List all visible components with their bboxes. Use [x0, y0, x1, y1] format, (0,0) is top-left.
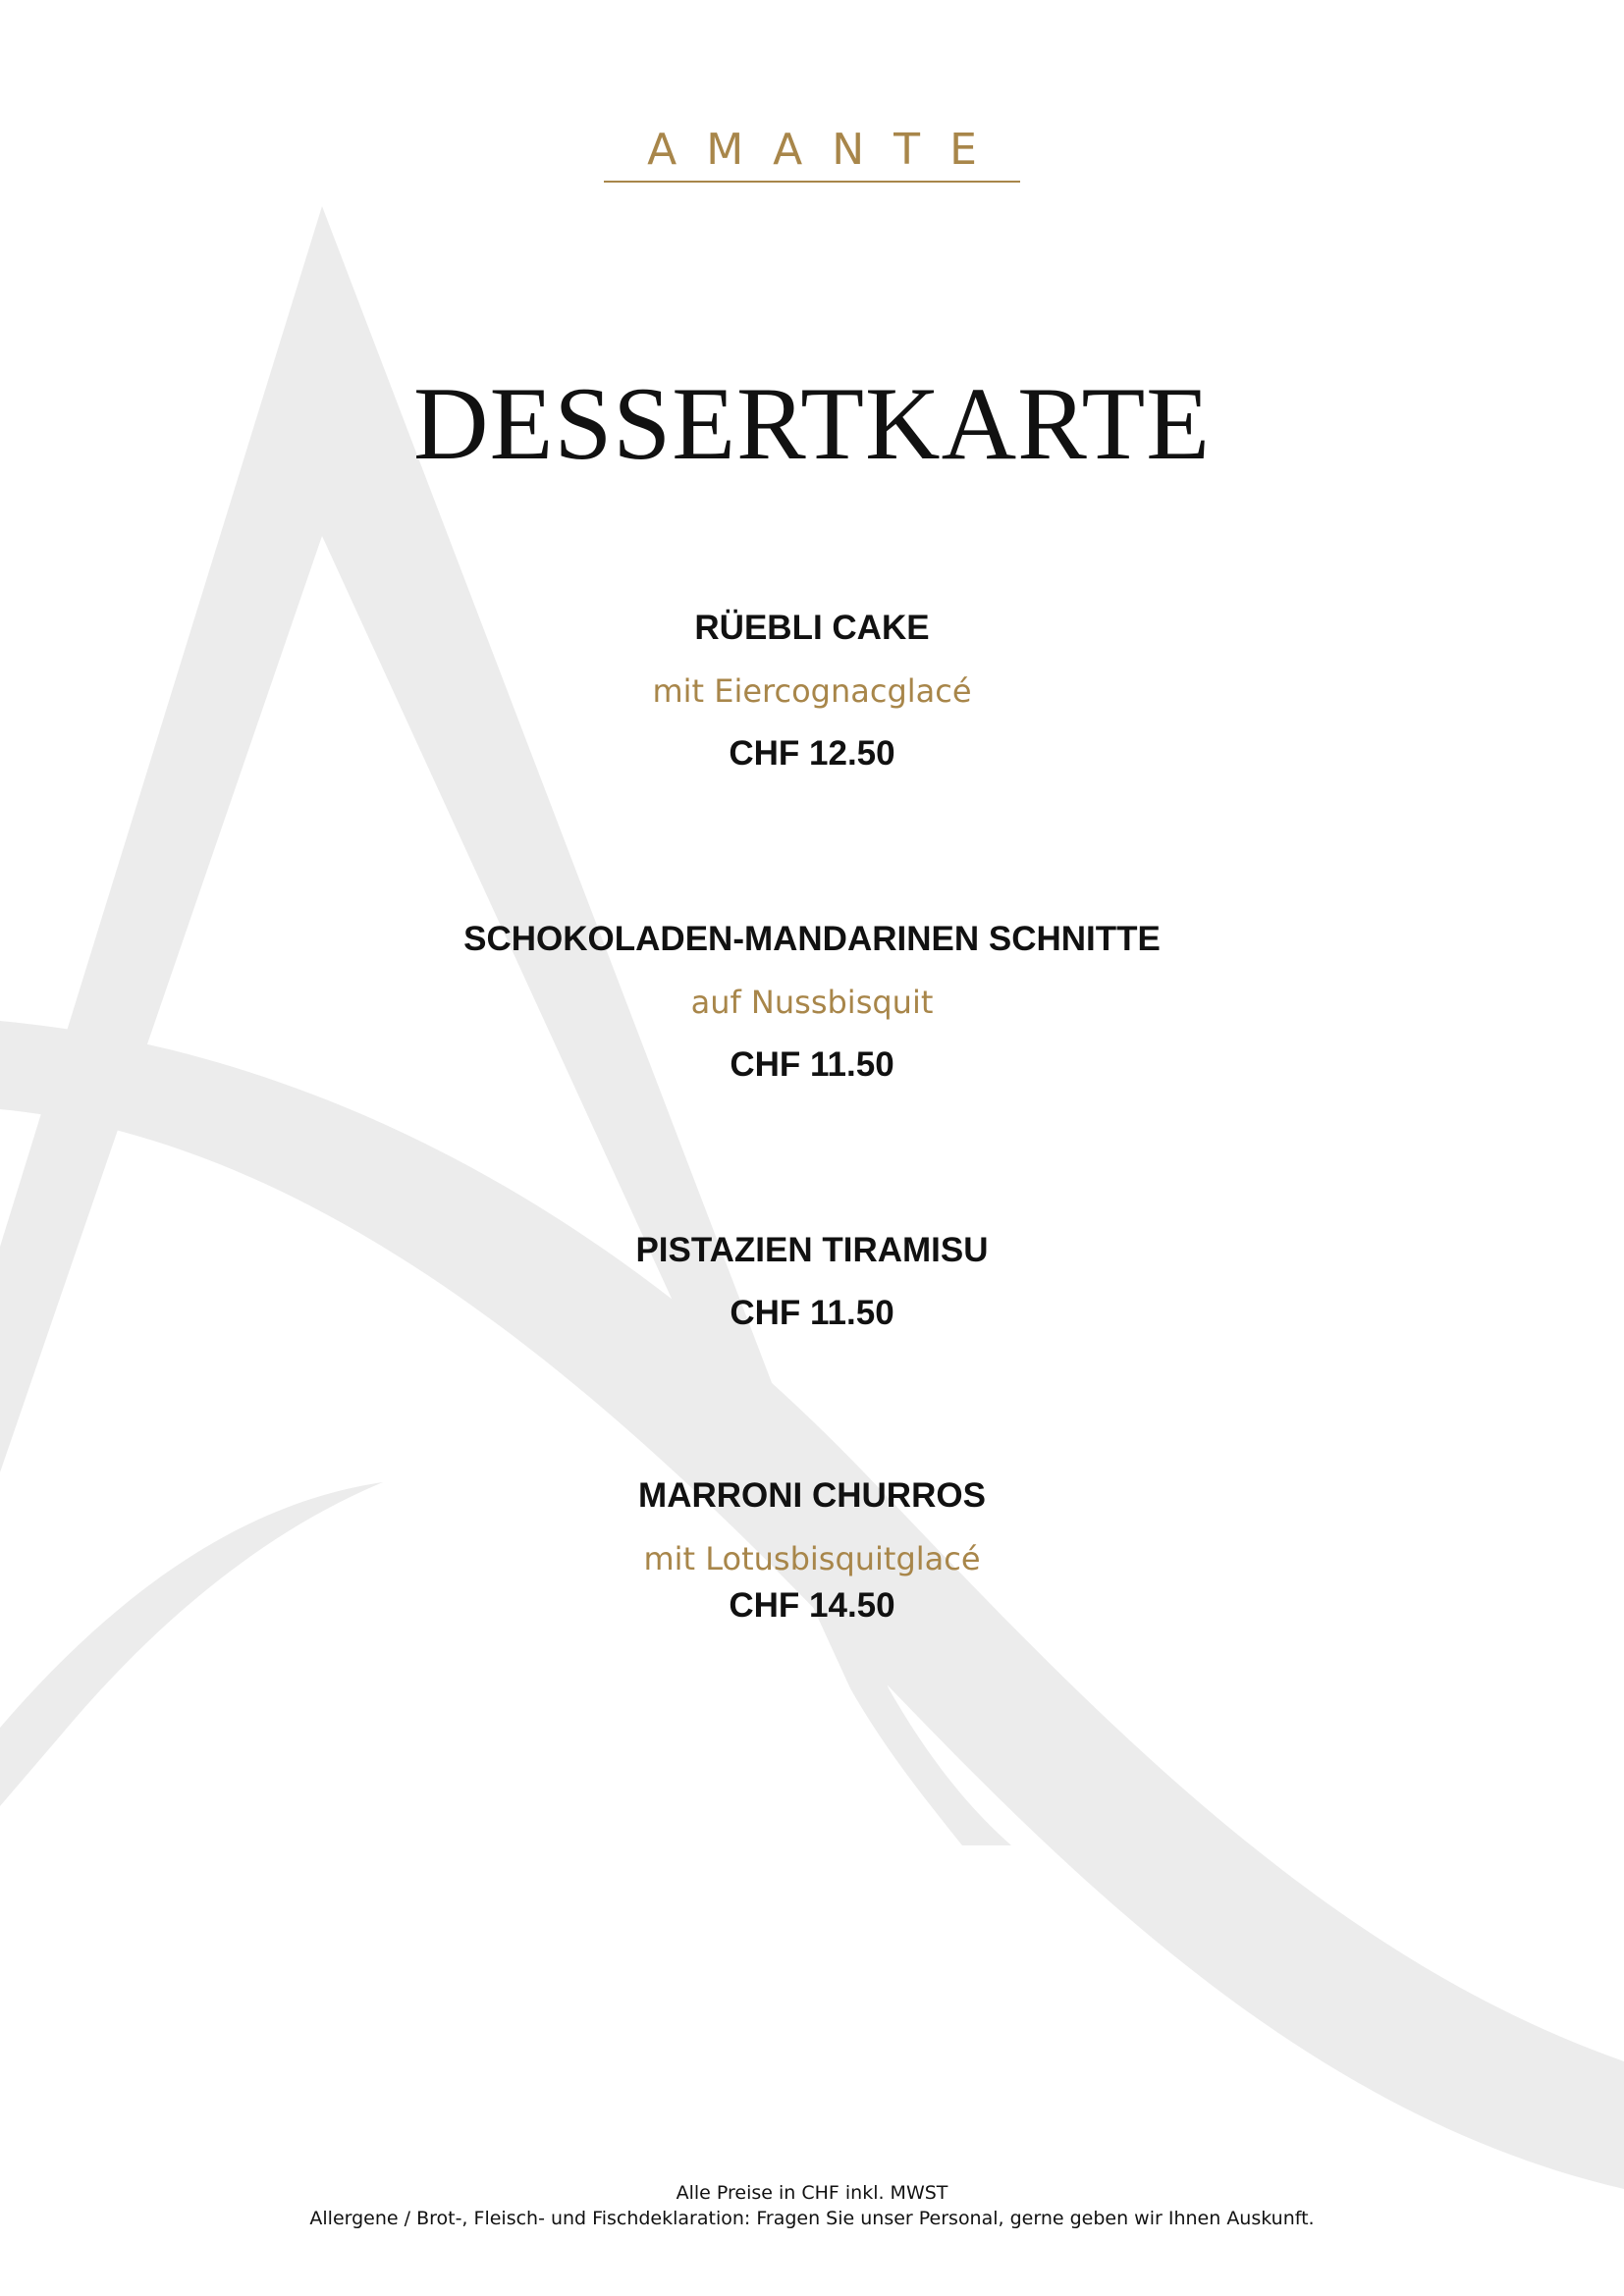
- menu-item-price: CHF 12.50: [729, 734, 895, 773]
- menu-item: [0, 1474, 1624, 1628]
- footer-allergen-note: Allergene / Brot-, Fleisch- und Fischdeklaration: Fragen Sie unser Personal, gerne geben wir Ihnen Auskunft.: [309, 2208, 1315, 2229]
- brand-logo-text: AMANTE: [647, 125, 1006, 175]
- menu-item-description: mit Lotusbisquitglacé: [643, 1540, 981, 1577]
- menu-item-name: RÜEBLI CAKE: [694, 609, 930, 647]
- menu-item-price: CHF 11.50: [730, 1294, 894, 1332]
- brand-header: [0, 126, 1624, 175]
- menu-item-name: PISTAZIEN TIRAMISU: [635, 1231, 989, 1269]
- menu-item-price: CHF 14.50: [729, 1586, 895, 1625]
- page-title: DESSERTKARTE: [413, 366, 1211, 481]
- menu-item: [0, 1229, 1624, 1335]
- footer-price-note: Alle Preise in CHF inkl. MWST: [676, 2182, 948, 2204]
- menu-item-name: MARRONI CHURROS: [638, 1476, 986, 1515]
- footer-notes: [0, 2180, 1624, 2231]
- menu-item-description: auf Nussbisquit: [690, 984, 934, 1021]
- menu-item-description: mit Eiercognacglacé: [652, 672, 972, 710]
- brand-underline: [604, 181, 1020, 183]
- menu-item-name: SCHOKOLADEN-MANDARINEN SCHNITTE: [463, 920, 1161, 958]
- menu-item: [0, 918, 1624, 1087]
- menu-item: [0, 607, 1624, 775]
- menu-item-price: CHF 11.50: [730, 1045, 894, 1084]
